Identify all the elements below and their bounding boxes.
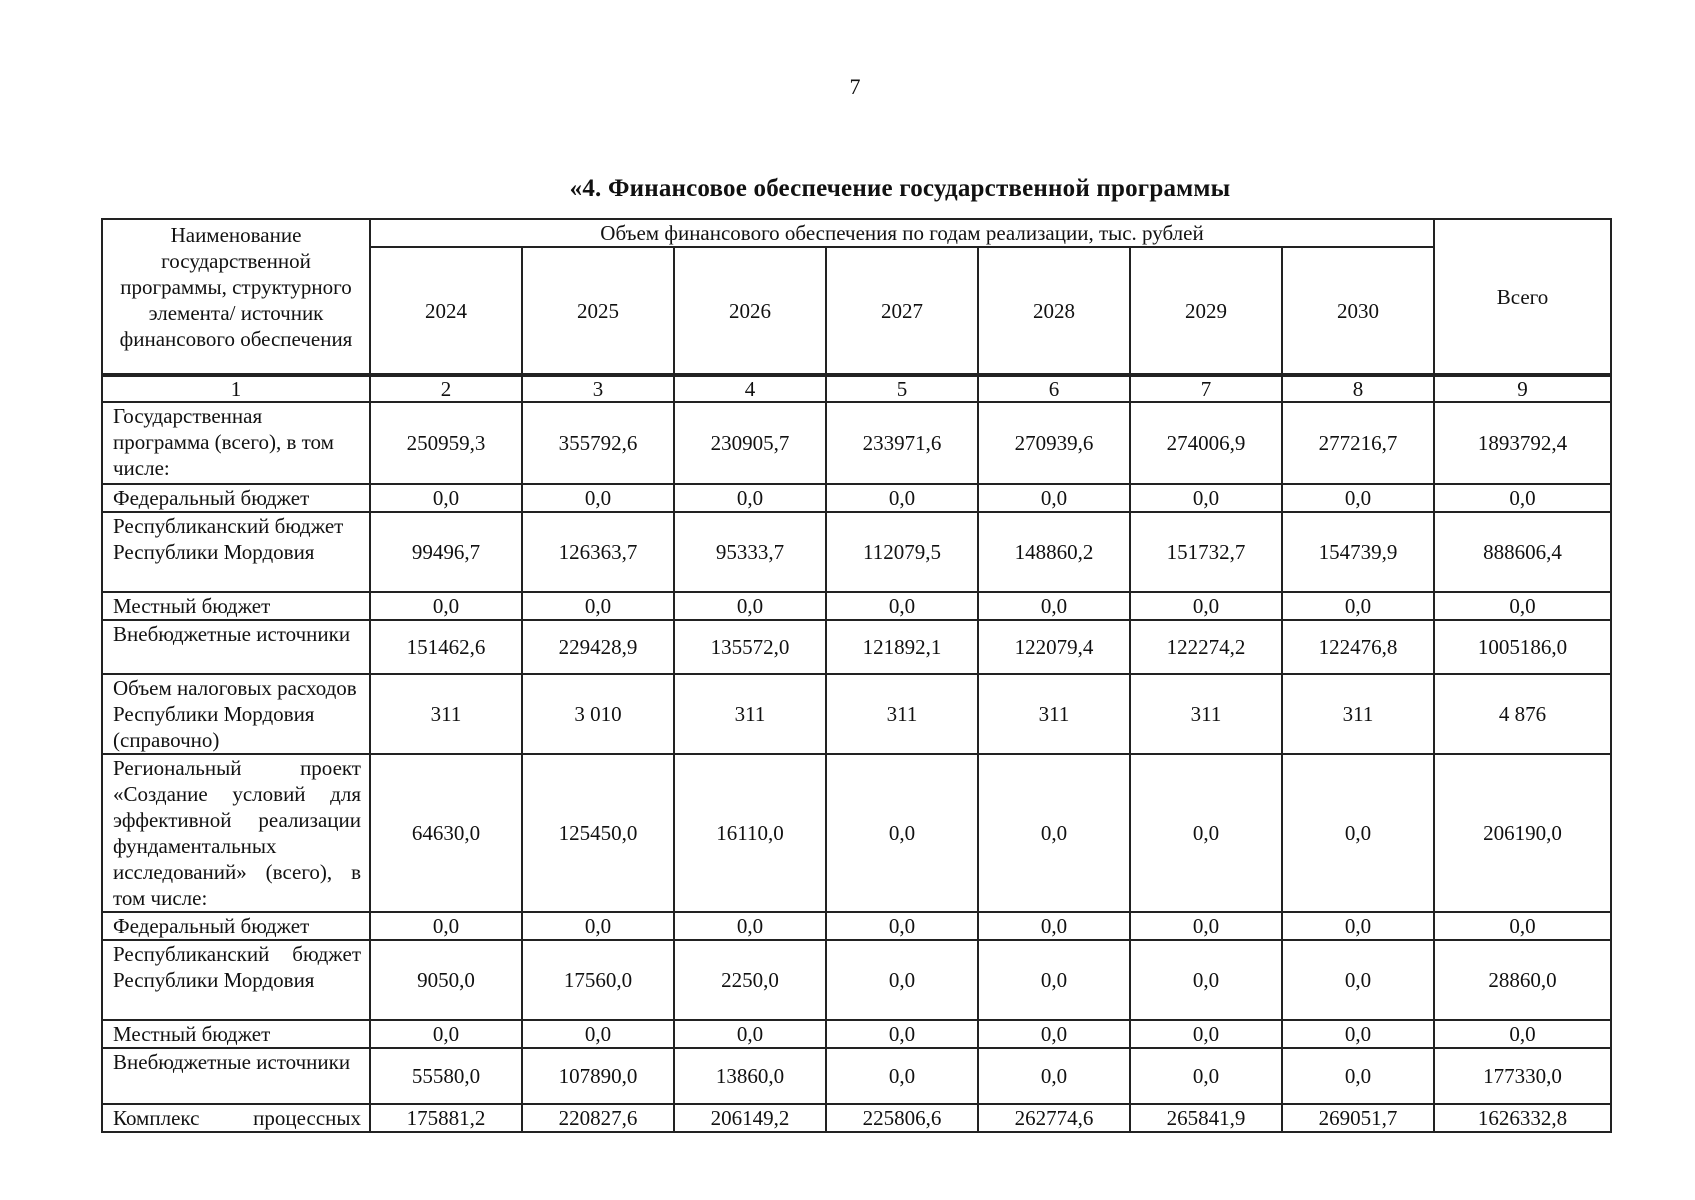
value-cell: 0,0 [1130,940,1282,1020]
value-cell: 2250,0 [674,940,826,1020]
value-cell: 250959,3 [370,402,522,484]
header-year-cell: 2029 [1130,247,1282,375]
value-cell: 0,0 [522,484,674,512]
value-cell: 0,0 [370,484,522,512]
value-cell: 0,0 [1282,1048,1434,1104]
value-cell: 355792,6 [522,402,674,484]
total-cell: 206190,0 [1434,754,1611,912]
value-cell: 0,0 [370,912,522,940]
value-cell: 99496,7 [370,512,522,592]
value-cell: 0,0 [522,592,674,620]
financing-table [101,218,1612,1133]
row-name-cell: Внебюджетные источники [102,620,370,674]
value-cell: 262774,6 [978,1104,1130,1132]
total-cell: 0,0 [1434,484,1611,512]
value-cell: 274006,9 [1130,402,1282,484]
value-cell: 9050,0 [370,940,522,1020]
value-cell: 122079,4 [978,620,1130,674]
value-cell: 277216,7 [1282,402,1434,484]
table-row [102,1020,1611,1048]
header-year-cell: 2028 [978,247,1130,375]
value-cell: 0,0 [674,1020,826,1048]
table-row [102,484,1611,512]
value-cell: 13860,0 [674,1048,826,1104]
value-cell: 95333,7 [674,512,826,592]
value-cell: 0,0 [826,754,978,912]
total-cell: 0,0 [1434,912,1611,940]
column-number-cell: 4 [674,375,826,402]
value-cell: 64630,0 [370,754,522,912]
row-name-cell: Внебюджетные источники [102,1048,370,1104]
value-cell: 107890,0 [522,1048,674,1104]
value-cell: 151732,7 [1130,512,1282,592]
row-name-cell: Местный бюджет [102,1020,370,1048]
header-year-cell: 2027 [826,247,978,375]
total-cell: 28860,0 [1434,940,1611,1020]
value-cell: 311 [1282,674,1434,754]
header-year-cell: 2026 [674,247,826,375]
value-cell: 0,0 [674,912,826,940]
header-total-cell: Всего [1434,219,1611,375]
value-cell: 0,0 [1130,754,1282,912]
value-cell: 3 010 [522,674,674,754]
column-number-cell: 9 [1434,375,1611,402]
value-cell: 229428,9 [522,620,674,674]
value-cell: 0,0 [978,484,1130,512]
table-row [102,402,1611,484]
value-cell: 126363,7 [522,512,674,592]
total-cell: 1626332,8 [1434,1104,1611,1132]
row-name-cell: Государственная программа (всего), в том числе: [102,402,370,484]
table-row [102,512,1611,592]
value-cell: 122274,2 [1130,620,1282,674]
value-cell: 0,0 [978,754,1130,912]
value-cell: 220827,6 [522,1104,674,1132]
value-cell: 311 [674,674,826,754]
value-cell: 0,0 [1130,592,1282,620]
value-cell: 148860,2 [978,512,1130,592]
column-number-cell: 2 [370,375,522,402]
row-name-cell: Комплекс процессных [102,1104,370,1132]
value-cell: 154739,9 [1282,512,1434,592]
value-cell: 269051,7 [1282,1104,1434,1132]
column-number-cell: 8 [1282,375,1434,402]
value-cell: 0,0 [978,1020,1130,1048]
value-cell: 0,0 [674,484,826,512]
value-cell: 233971,6 [826,402,978,484]
value-cell: 0,0 [370,592,522,620]
column-number-cell: 7 [1130,375,1282,402]
header-name-cell: Наименование государственной программы, структурного элемента/ источник финансового обеспечения [102,219,370,375]
total-cell: 0,0 [1434,1020,1611,1048]
value-cell: 151462,6 [370,620,522,674]
row-name-cell: Федеральный бюджет [102,484,370,512]
value-cell: 311 [826,674,978,754]
row-name-cell: Объем налоговых расходов Республики Мордовия (справочно) [102,674,370,754]
value-cell: 0,0 [826,484,978,512]
column-number-row [102,375,1611,402]
value-cell: 17560,0 [522,940,674,1020]
value-cell: 270939,6 [978,402,1130,484]
row-name-cell: Местный бюджет [102,592,370,620]
total-cell: 177330,0 [1434,1048,1611,1104]
total-cell: 1893792,4 [1434,402,1611,484]
value-cell: 55580,0 [370,1048,522,1104]
column-number-cell: 6 [978,375,1130,402]
value-cell: 311 [978,674,1130,754]
value-cell: 0,0 [826,912,978,940]
table-row [102,754,1611,912]
value-cell: 0,0 [1130,1048,1282,1104]
table-row [102,1104,1611,1132]
value-cell: 121892,1 [826,620,978,674]
value-cell: 0,0 [522,912,674,940]
value-cell: 0,0 [826,592,978,620]
page-number: 7 [849,74,861,99]
header-year-cell: 2024 [370,247,522,375]
value-cell: 0,0 [978,912,1130,940]
column-number-cell: 1 [102,375,370,402]
row-name-cell: Региональный проект «Создание условий для эффективной реализации фундаментальных исследований» (всего), в том числе: [102,754,370,912]
value-cell: 16110,0 [674,754,826,912]
value-cell: 311 [1130,674,1282,754]
table-row [102,940,1611,1020]
header-volume-cell: Объем финансового обеспечения по годам реализации, тыс. рублей [370,219,1434,247]
row-name-cell: Федеральный бюджет [102,912,370,940]
table-row [102,912,1611,940]
value-cell: 0,0 [978,1048,1130,1104]
value-cell: 0,0 [1130,1020,1282,1048]
value-cell: 112079,5 [826,512,978,592]
value-cell: 0,0 [826,1020,978,1048]
document-title: «4. Финансовое обеспечение государственной программы [569,175,1231,202]
value-cell: 0,0 [978,940,1130,1020]
value-cell: 0,0 [674,592,826,620]
total-cell: 888606,4 [1434,512,1611,592]
table-row [102,1048,1611,1104]
value-cell: 0,0 [1282,1020,1434,1048]
value-cell: 225806,6 [826,1104,978,1132]
table-row [102,620,1611,674]
value-cell: 0,0 [1282,484,1434,512]
column-number-cell: 5 [826,375,978,402]
value-cell: 311 [370,674,522,754]
value-cell: 0,0 [522,1020,674,1048]
value-cell: 0,0 [1282,754,1434,912]
value-cell: 0,0 [1282,912,1434,940]
total-cell: 4 876 [1434,674,1611,754]
value-cell: 135572,0 [674,620,826,674]
value-cell: 0,0 [1130,912,1282,940]
value-cell: 125450,0 [522,754,674,912]
row-name-cell: Республиканский бюджет Республики Мордовия [102,512,370,592]
table-row [102,592,1611,620]
value-cell: 0,0 [1130,484,1282,512]
value-cell: 0,0 [978,592,1130,620]
table-row [102,674,1611,754]
value-cell: 0,0 [826,940,978,1020]
value-cell: 0,0 [1282,940,1434,1020]
value-cell: 230905,7 [674,402,826,484]
header-year-cell: 2025 [522,247,674,375]
header-row-1 [102,219,1611,247]
total-cell: 1005186,0 [1434,620,1611,674]
value-cell: 0,0 [826,1048,978,1104]
value-cell: 175881,2 [370,1104,522,1132]
header-year-cell: 2030 [1282,247,1434,375]
value-cell: 0,0 [1282,592,1434,620]
value-cell: 206149,2 [674,1104,826,1132]
value-cell: 265841,9 [1130,1104,1282,1132]
row-name-cell: Республиканский бюджет Республики Мордовия [102,940,370,1020]
column-number-cell: 3 [522,375,674,402]
value-cell: 0,0 [370,1020,522,1048]
total-cell: 0,0 [1434,592,1611,620]
value-cell: 122476,8 [1282,620,1434,674]
